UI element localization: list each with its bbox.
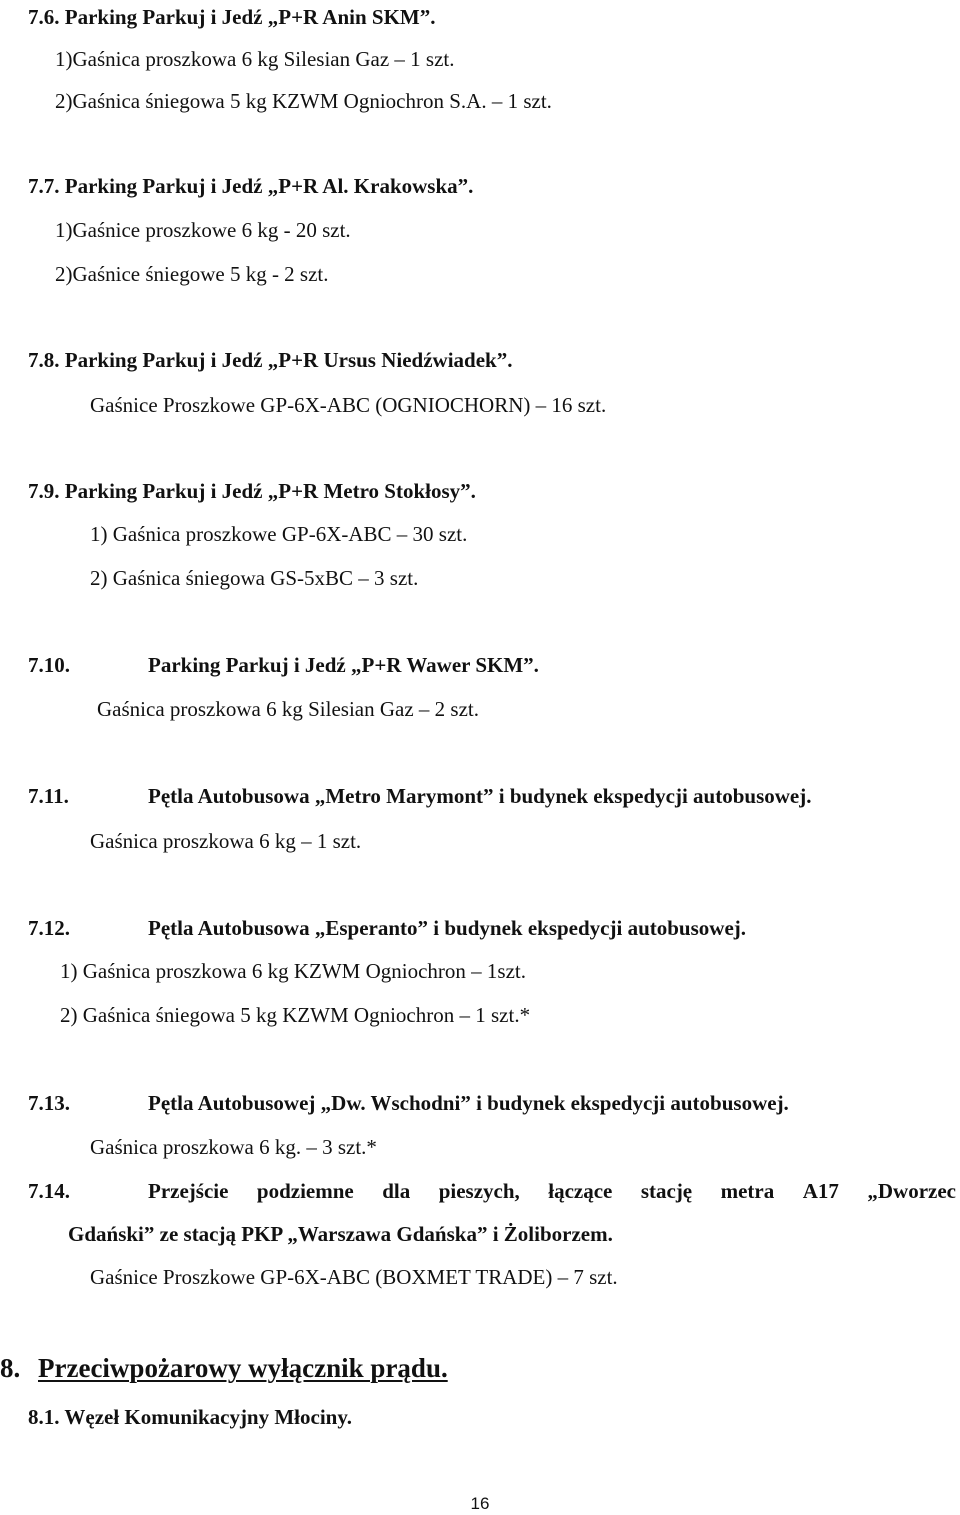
section-7-10-item-1: Gaśnica proszkowa 6 kg Silesian Gaz – 2 szt. [97,697,479,721]
section-7-8-heading: 7.8. Parking Parkuj i Jedź „P+R Ursus Niedźwiadek”. [28,348,513,372]
section-7-14-item-1: Gaśnice Proszkowe GP-6X-ABC (BOXMET TRADE) – 7 szt. [90,1265,618,1289]
title-word: metra [720,1179,775,1203]
section-7-14-title-line-2: Gdański” ze stacją PKP „Warszawa Gdańska” i Żoliborzem. [68,1222,613,1246]
title-word: łączące [548,1179,613,1203]
title-word: pieszych, [438,1179,520,1203]
section-7-13-item-1: Gaśnica proszkowa 6 kg. – 3 szt.* [90,1135,377,1159]
section-7-12-item-1: 1) Gaśnica proszkowa 6 kg KZWM Ogniochron – 1szt. [60,959,526,983]
section-7-10-number: 7.10. [28,653,70,677]
section-7-14-number: 7.14. [28,1179,70,1203]
section-8-heading [0,1352,900,1384]
section-7-12-heading [28,915,956,941]
section-7-11-number: 7.11. [28,784,69,808]
section-7-6-heading: 7.6. Parking Parkuj i Jedź „P+R Anin SKM”. [28,5,436,29]
title-word: dla [382,1179,411,1203]
section-7-7-item-2: 2)Gaśnice śniegowe 5 kg - 2 szt. [55,262,329,286]
section-7-12-title: Pętla Autobusowa „Esperanto” i budynek ekspedycji autobusowej. [148,916,747,940]
title-word: „Dworzec [867,1179,956,1203]
section-8-title: Przeciwpożarowy wyłącznik prądu. [38,1353,448,1383]
section-7-10-title: Parking Parkuj i Jedź „P+R Wawer SKM”. [148,653,539,677]
title-word: podziemne [256,1179,354,1203]
section-7-12-item-2: 2) Gaśnica śniegowa 5 kg KZWM Ogniochron – 1 szt.* [60,1003,531,1027]
section-7-6-item-2: 2)Gaśnica śniegowa 5 kg KZWM Ogniochron S.A. – 1 szt. [55,89,552,113]
section-7-7-item-1: 1)Gaśnice proszkowe 6 kg - 20 szt. [55,218,351,242]
title-word: stację [640,1179,693,1203]
title-word: A17 [802,1179,839,1203]
section-7-11-title: Pętla Autobusowa „Metro Marymont” i budynek ekspedycji autobusowej. [148,784,812,808]
section-7-13-heading [28,1090,956,1116]
section-7-9-item-1: 1) Gaśnica proszkowe GP-6X-ABC – 30 szt. [90,522,468,546]
section-7-11-heading [28,783,956,809]
section-8-1-heading: 8.1. Węzeł Komunikacyjny Młociny. [28,1405,352,1429]
title-word: Przejście [148,1179,229,1203]
section-7-14-title-line-1 [148,1178,956,1204]
section-7-8-item-1: Gaśnice Proszkowe GP-6X-ABC (OGNIOCHORN) – 16 szt. [90,393,607,417]
section-8-number: 8. [0,1353,21,1383]
section-7-12-number: 7.12. [28,916,70,940]
section-7-13-title: Pętla Autobusowej „Dw. Wschodni” i budynek ekspedycji autobusowej. [148,1091,789,1115]
section-7-10-heading [28,652,928,678]
section-7-9-item-2: 2) Gaśnica śniegowa GS-5xBC – 3 szt. [90,566,419,590]
section-7-7-heading: 7.7. Parking Parkuj i Jedź „P+R Al. Krakowska”. [28,174,474,198]
section-7-6-item-1: 1)Gaśnica proszkowa 6 kg Silesian Gaz – 1 szt. [55,47,455,71]
section-7-11-item-1: Gaśnica proszkowa 6 kg – 1 szt. [90,829,362,853]
section-7-13-number: 7.13. [28,1091,70,1115]
page-number: 16 [470,1494,490,1513]
section-7-9-heading: 7.9. Parking Parkuj i Jedź „P+R Metro Stokłosy”. [28,479,476,503]
